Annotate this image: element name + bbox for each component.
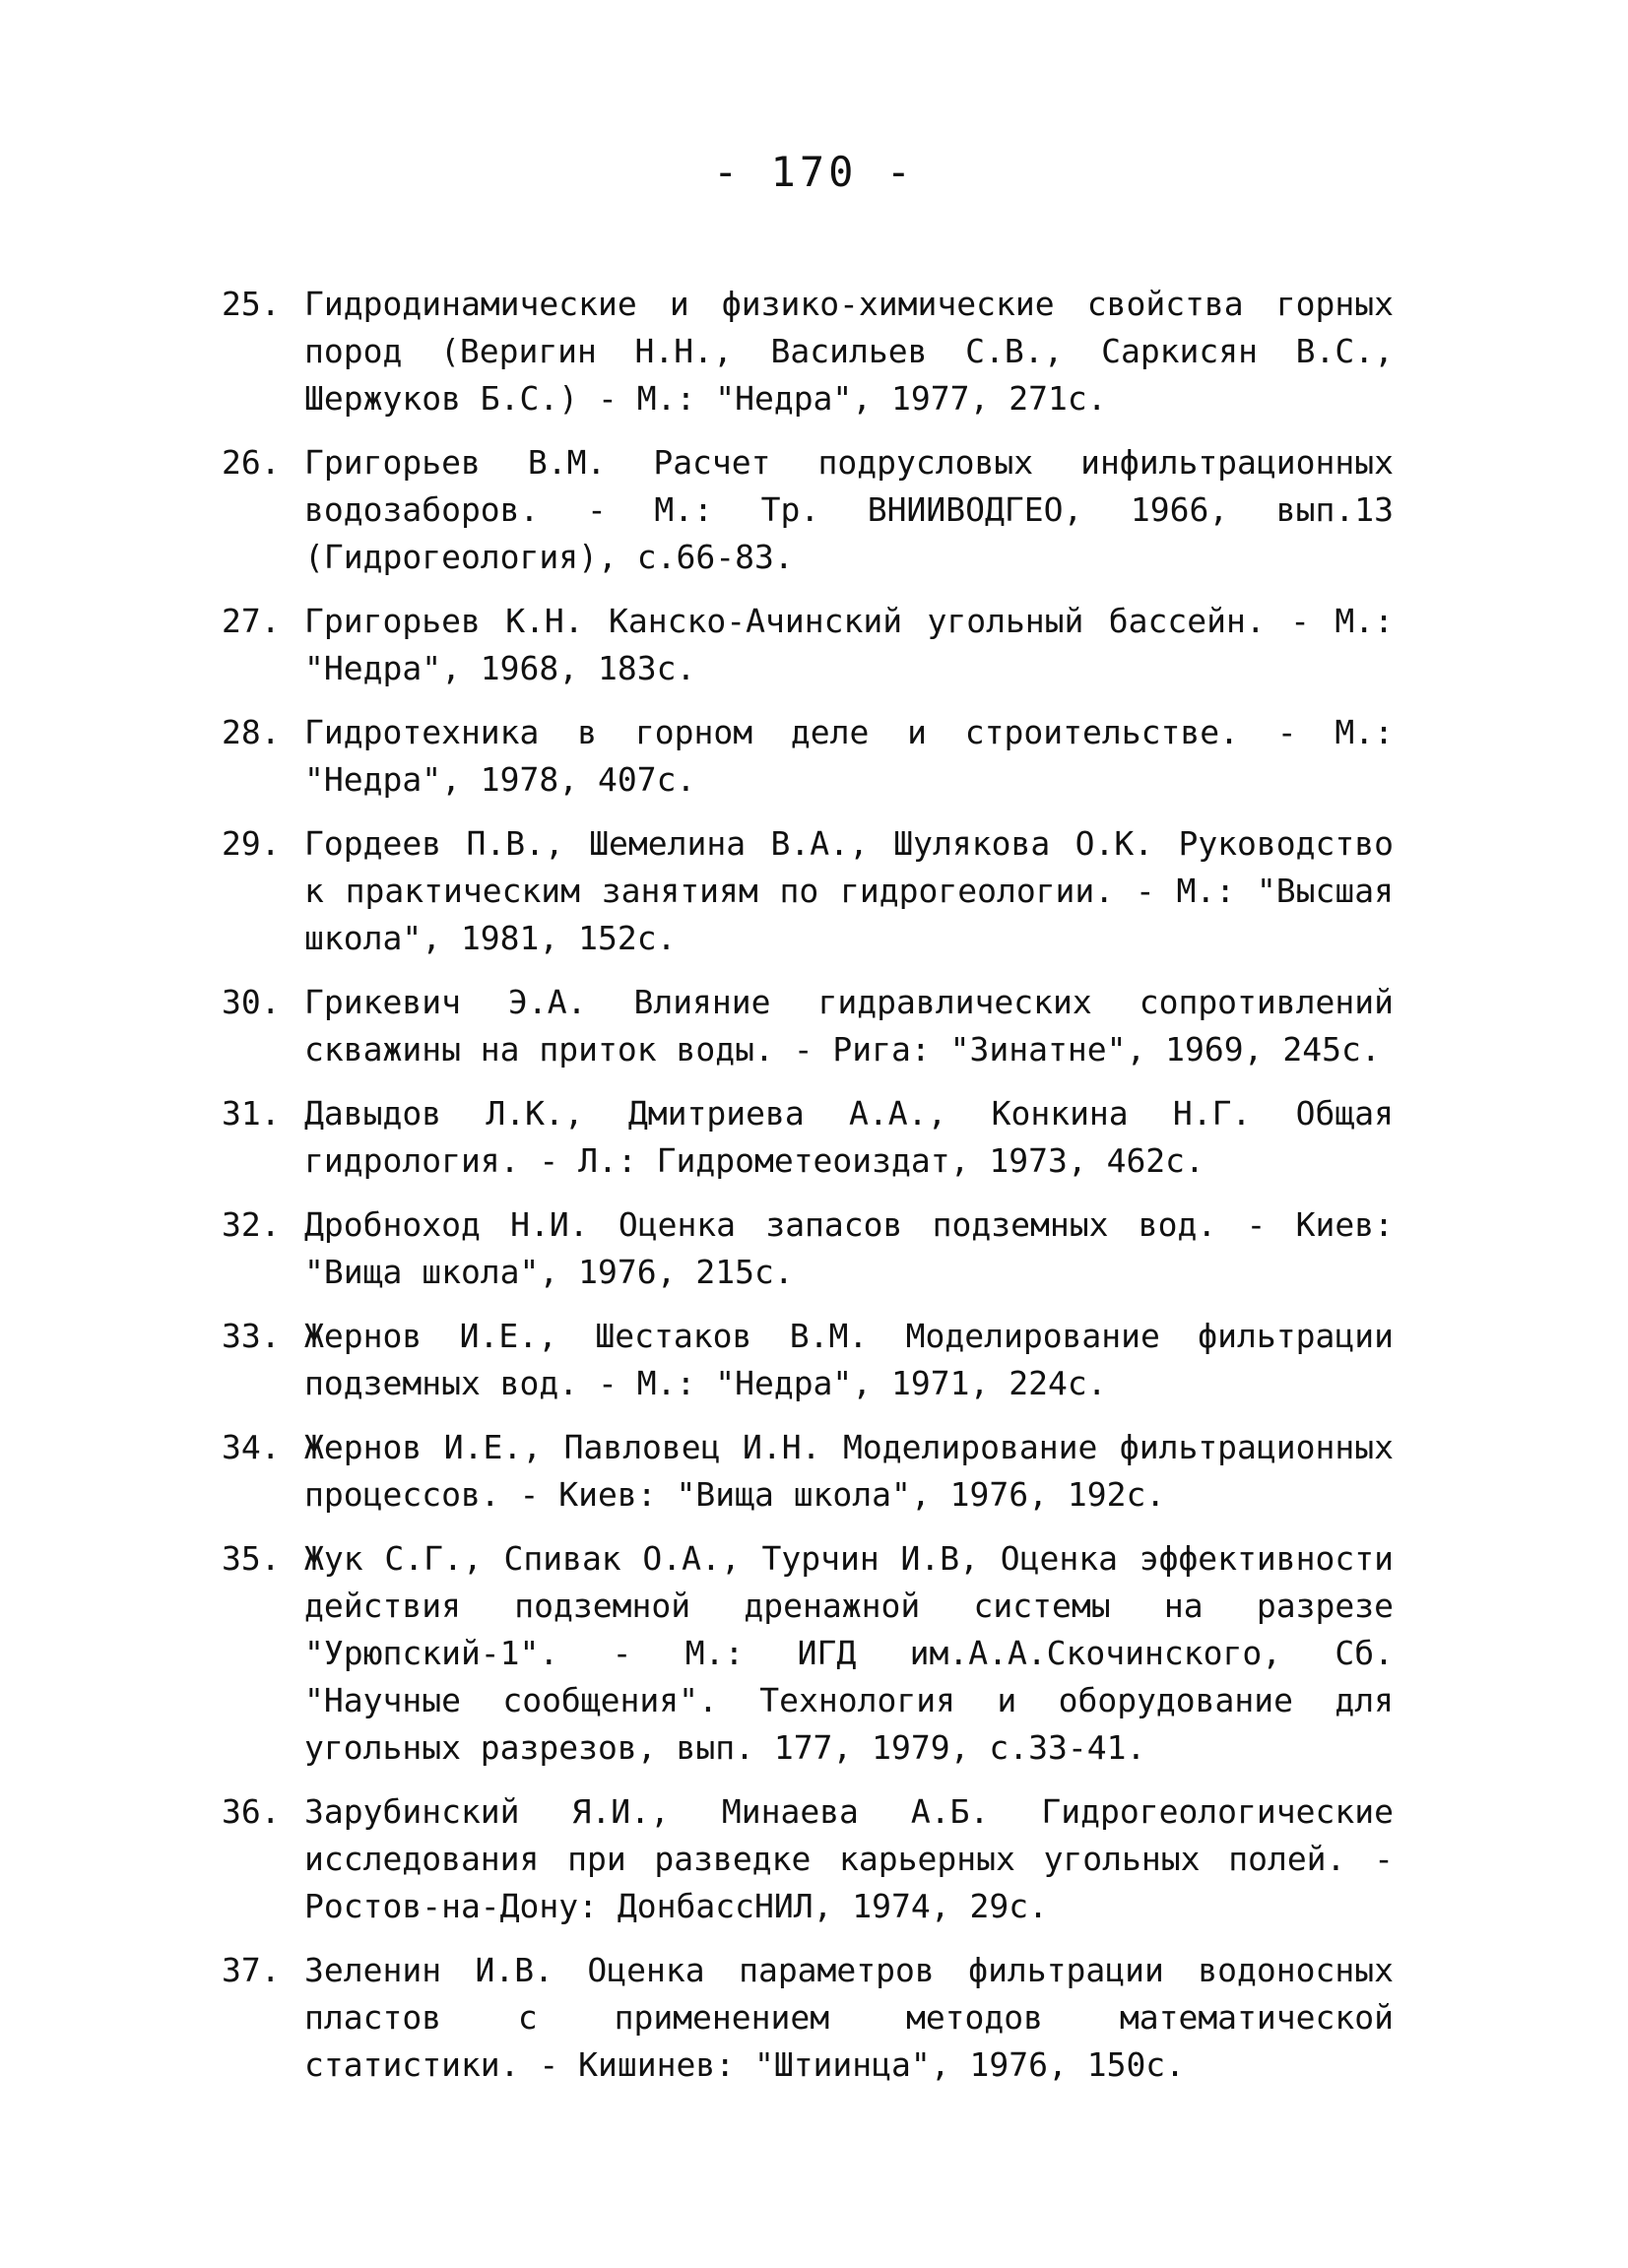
reference-item [222, 1424, 1394, 1519]
reference-list [222, 281, 1394, 2106]
reference-number: 27. [222, 602, 281, 640]
reference-item [222, 1788, 1394, 1930]
reference-item [222, 281, 1394, 422]
reference-number: 25. [222, 285, 281, 323]
reference-number: 36. [222, 1792, 281, 1831]
reference-text: Давыдов Л.К., Дмитриева А.А., Конкина Н.Г. Общая гидрология. - Л.: Гидрометеоиздат, 1973, 462с. [304, 1094, 1394, 1180]
reference-number: 37. [222, 1951, 281, 1989]
page-number: - 170 - [712, 148, 915, 196]
reference-number: 29. [222, 824, 281, 863]
reference-text: Грикевич Э.А. Влияние гидравлических сопротивлений скважины на приток воды. - Рига: "Зинатне", 1969, 245с. [304, 983, 1394, 1069]
reference-item [222, 979, 1394, 1073]
reference-number: 33. [222, 1317, 281, 1355]
reference-text: Зеленин И.В. Оценка параметров фильтрации водоносных пластов с применением методов математической статистики. - Кишинев: "Штиинца", 1976, 150с. [304, 1951, 1394, 2084]
reference-item [222, 439, 1394, 581]
reference-text: Жернов И.Е., Шестаков В.М. Моделирование фильтрации подземных вод. - М.: "Недра", 1971, 224с. [304, 1317, 1394, 1402]
reference-text: Дробноход Н.И. Оценка запасов подземных вод. - Киев: "Вища школа", 1976, 215с. [304, 1205, 1394, 1291]
reference-item [222, 709, 1394, 804]
reference-number: 32. [222, 1205, 281, 1244]
reference-number: 31. [222, 1094, 281, 1133]
reference-item [222, 1313, 1394, 1407]
reference-number: 26. [222, 443, 281, 482]
reference-item [222, 1201, 1394, 1296]
reference-item [222, 820, 1394, 962]
reference-text: Гордеев П.В., Шемелина В.А., Шулякова О.К. Руководство к практическим занятиям по гидрогеологии. - М.: "Высшая школа", 1981, 152с. [304, 824, 1394, 957]
reference-number: 35. [222, 1539, 281, 1578]
reference-text: Григорьев В.М. Расчет подрусловых инфильтрационных водозаборов. - М.: Тр. ВНИИВОДГЕО, 1966, вып.13 (Гидрогеология), с.66-83. [304, 443, 1394, 576]
reference-number: 28. [222, 713, 281, 751]
reference-text: Гидродинамические и физико-химические свойства горных пород (Веригин Н.Н., Васильев С.В., Саркисян В.С., Шержуков Б.С.) - М.: "Недра", 1977, 271с. [304, 285, 1394, 418]
reference-text: Гидротехника в горном деле и строительстве. - М.: "Недра", 1978, 407с. [304, 713, 1394, 799]
reference-item [222, 1535, 1394, 1772]
reference-item [222, 598, 1394, 692]
reference-number: 34. [222, 1428, 281, 1466]
reference-text: Зарубинский Я.И., Минаева А.Б. Гидрогеологические исследования при разведке карьерных угольных полей. - Ростов-на-Дону: ДонбассНИЛ, 1974, 29с. [304, 1792, 1394, 1925]
reference-text: Жернов И.Е., Павловец И.Н. Моделирование фильтрационных процессов. - Киев: "Вища школа", 1976, 192с. [304, 1428, 1394, 1514]
reference-text: Жук С.Г., Спивак О.А., Турчин И.В, Оценка эффективности действия подземной дренажной системы на разрезе "Урюпский-1". - М.: ИГД им.А.А.Скочинского, Сб. "Научные сообщения". Технология и оборудование для угольных разрезов, вып. 177, 1979, с.33-41. [304, 1539, 1394, 1767]
reference-item [222, 1947, 1394, 2089]
reference-number: 30. [222, 983, 281, 1021]
reference-item [222, 1090, 1394, 1185]
reference-text: Григорьев К.Н. Канско-Ачинский угольный бассейн. - М.: "Недра", 1968, 183с. [304, 602, 1394, 687]
